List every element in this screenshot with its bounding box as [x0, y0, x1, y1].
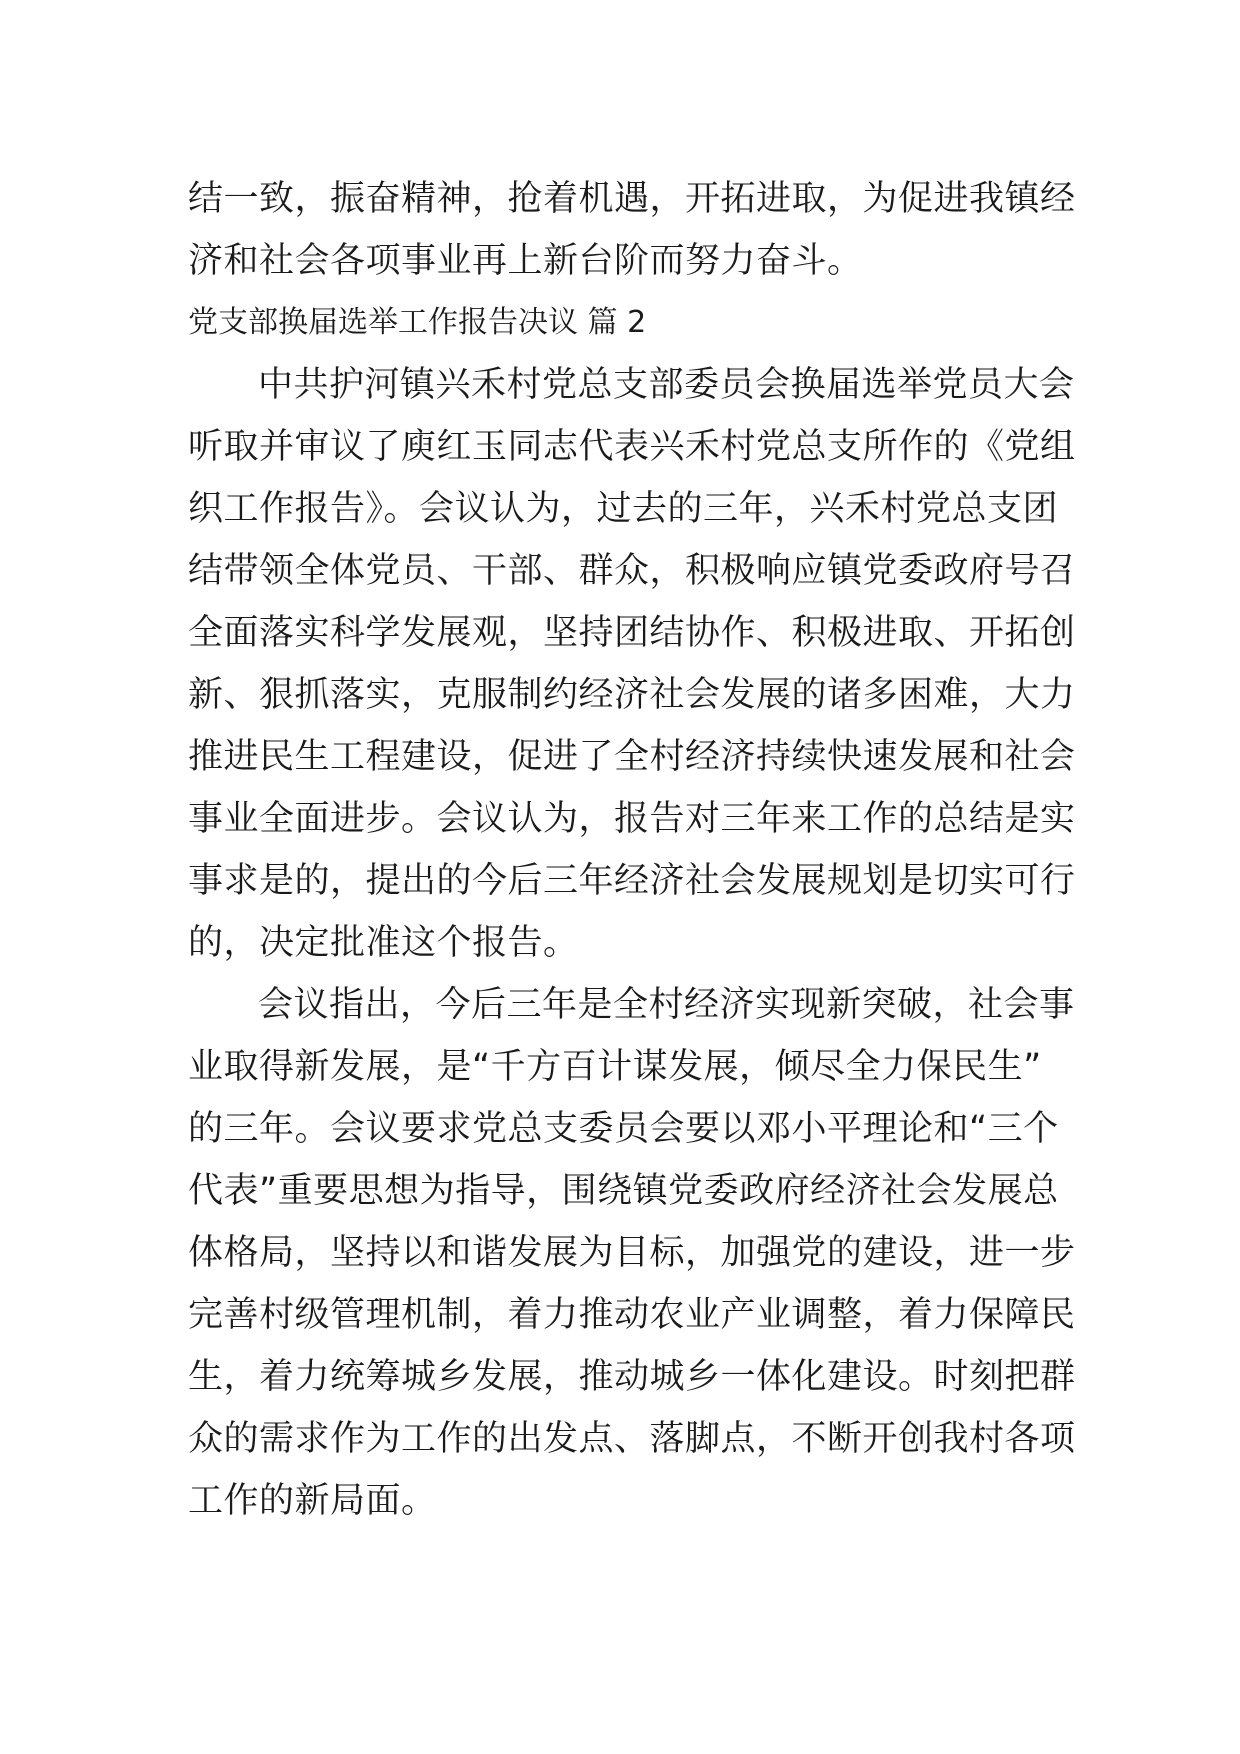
text-line: 众的需求作为工作的出发点、落脚点，不断开创我村各项	[188, 1419, 1076, 1459]
text-line: 事求是的，提出的今后三年经济社会发展规划是切实可行	[188, 861, 1076, 901]
paragraph-first-line: 会议指出，今后三年是全村经济实现新突破，社会事	[258, 985, 1075, 1025]
text-line: 业取得新发展，是“千方百计谋发展，倾尽全力保民生”	[188, 1047, 1042, 1087]
text-line: 的三年。会议要求党总支委员会要以邓小平理论和“三个	[188, 1109, 1059, 1149]
text-line: 织工作报告》。会议认为，过去的三年，兴禾村党总支团	[188, 489, 1059, 529]
text-line: 结一致，振奋精神，抢着机遇，开拓进取，为促进我镇经	[188, 179, 1076, 219]
text-line: 全面落实科学发展观，坚持团结协作、积极进取、开拓创	[188, 613, 1076, 653]
text-line: 代表”重要思想为指导，围绕镇党委政府经济社会发展总	[188, 1171, 1059, 1211]
text-line: 事业全面进步。会议认为，报告对三年来工作的总结是实	[188, 799, 1076, 839]
text-line: 的，决定批准这个报告。	[188, 923, 579, 963]
text-line: 济和社会各项事业再上新台阶而努力奋斗。	[188, 241, 863, 281]
paragraph-first-line: 中共护河镇兴禾村党总支部委员会换届选举党员大会	[258, 365, 1075, 405]
text-line: 生，着力统筹城乡发展，推动城乡一体化建设。时刻把群	[188, 1357, 1076, 1397]
document-body	[188, 168, 1076, 1532]
text-line: 推进民生工程建设，促进了全村经济持续快速发展和社会	[188, 737, 1076, 777]
text-line: 听取并审议了庾红玉同志代表兴禾村党总支所作的《党组	[188, 427, 1076, 467]
text-line: 新、狠抓落实，克服制约经济社会发展的诸多困难，大力	[188, 675, 1076, 715]
text-line: 结带领全体党员、干部、群众，积极响应镇党委政府号召	[188, 551, 1076, 591]
text-line: 工作的新局面。	[188, 1481, 437, 1521]
section-heading: 党支部换届选举工作报告决议 篇 2	[188, 305, 647, 340]
text-line: 完善村级管理机制，着力推动农业产业调整，着力保障民	[188, 1295, 1076, 1335]
text-line: 体格局，坚持以和谐发展为目标，加强党的建设，进一步	[188, 1233, 1076, 1273]
